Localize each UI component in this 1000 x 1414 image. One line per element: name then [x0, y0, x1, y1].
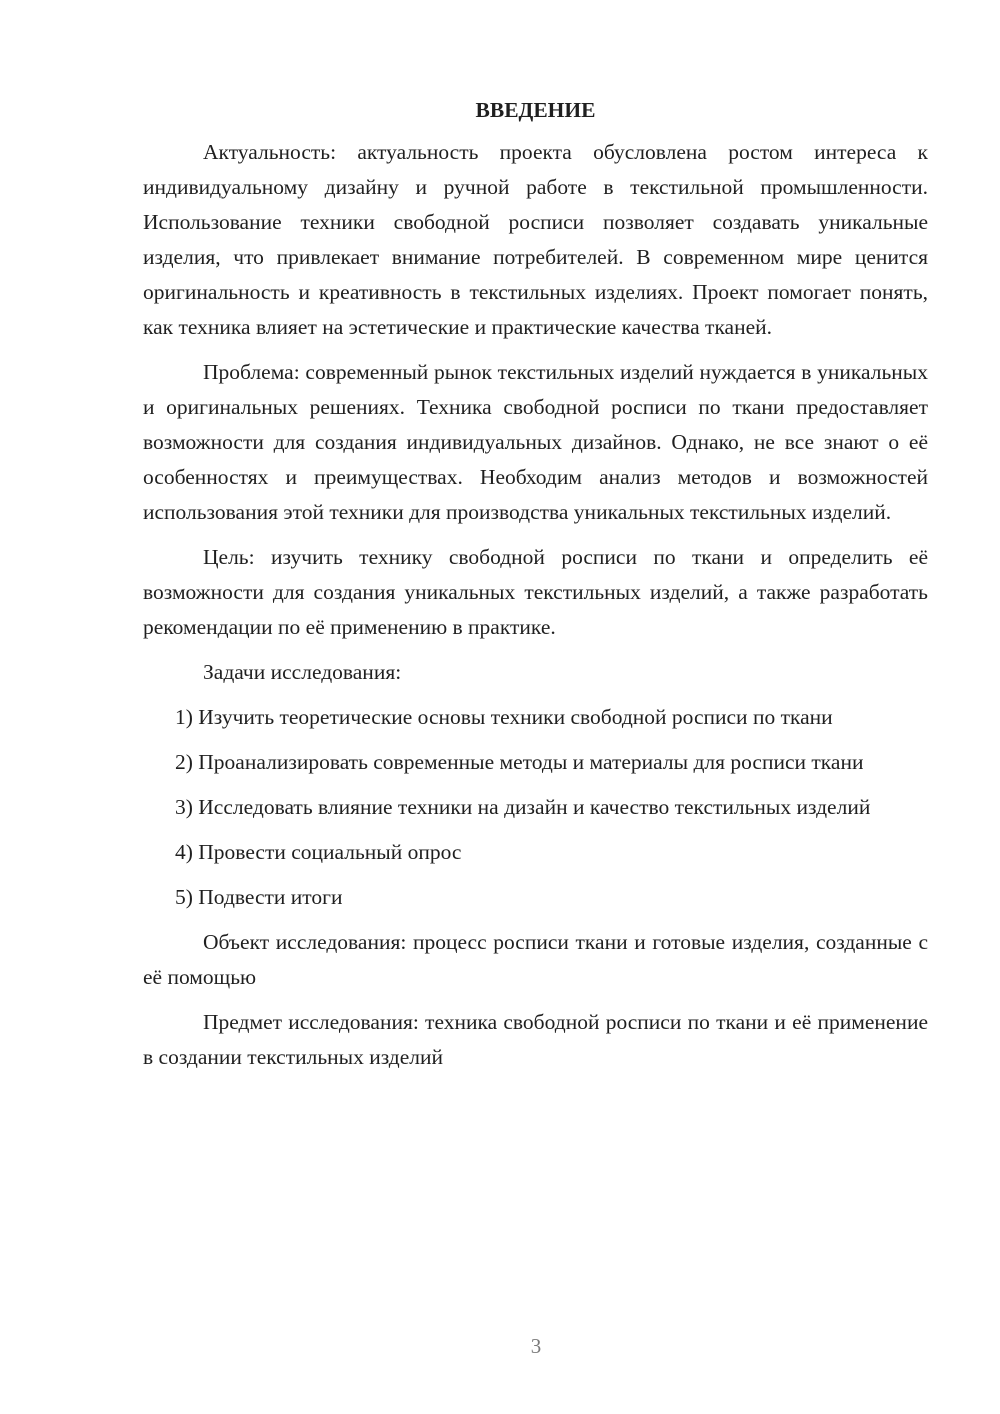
page-title: ВВЕДЕНИЕ [475, 98, 596, 122]
paragraph-problem: Проблема: современный рынок текстильных изделий нуждается в уникальных и оригинальных решениях. Техника свободной росписи по ткани предоставляет возможности для создания индивидуальных дизайнов. Однако, не все знают о её особенностях и преимуществах. Необходим анализ методов и возможностей использования этой техники для производства уникальных текстильных изделий. [143, 360, 928, 524]
list-item: 5) Подвести итоги [175, 885, 343, 909]
page-number: 3 [530, 1334, 542, 1358]
paragraph-object: Объект исследования: процесс росписи ткани и готовые изделия, созданные с её помощью [143, 930, 928, 989]
list-item: 4) Провести социальный опрос [175, 840, 462, 864]
tasks-title: Задачи исследования: [203, 660, 402, 684]
list-item: 3) Исследовать влияние техники на дизайн и качество текстильных изделий [175, 795, 871, 819]
paragraph-relevance: Актуальность: актуальность проекта обусловлена ростом интереса к индивидуальному дизайну и ручной работе в текстильной промышленности. Использование техники свободной росписи позволяет создавать уникальные изделия, что привлекает внимание потребителей. В современном мире ценится оригинальность и креативность в текстильных изделиях. Проект помогает понять, как техника влияет на эстетические и практические качества тканей. [143, 140, 928, 339]
list-item: 1) Изучить теоретические основы техники свободной росписи по ткани [175, 705, 833, 729]
paragraph-subject: Предмет исследования: техника свободной росписи по ткани и её применение в создании текстильных изделий [143, 1010, 928, 1069]
paragraph-goal: Цель: изучить технику свободной росписи по ткани и определить её возможности для создания уникальных текстильных изделий, а также разработать рекомендации по её применению в практике. [143, 545, 928, 639]
list-item: 2) Проанализировать современные методы и материалы для росписи ткани [175, 750, 864, 774]
tasks-list [143, 700, 928, 915]
document-page [143, 95, 928, 1085]
